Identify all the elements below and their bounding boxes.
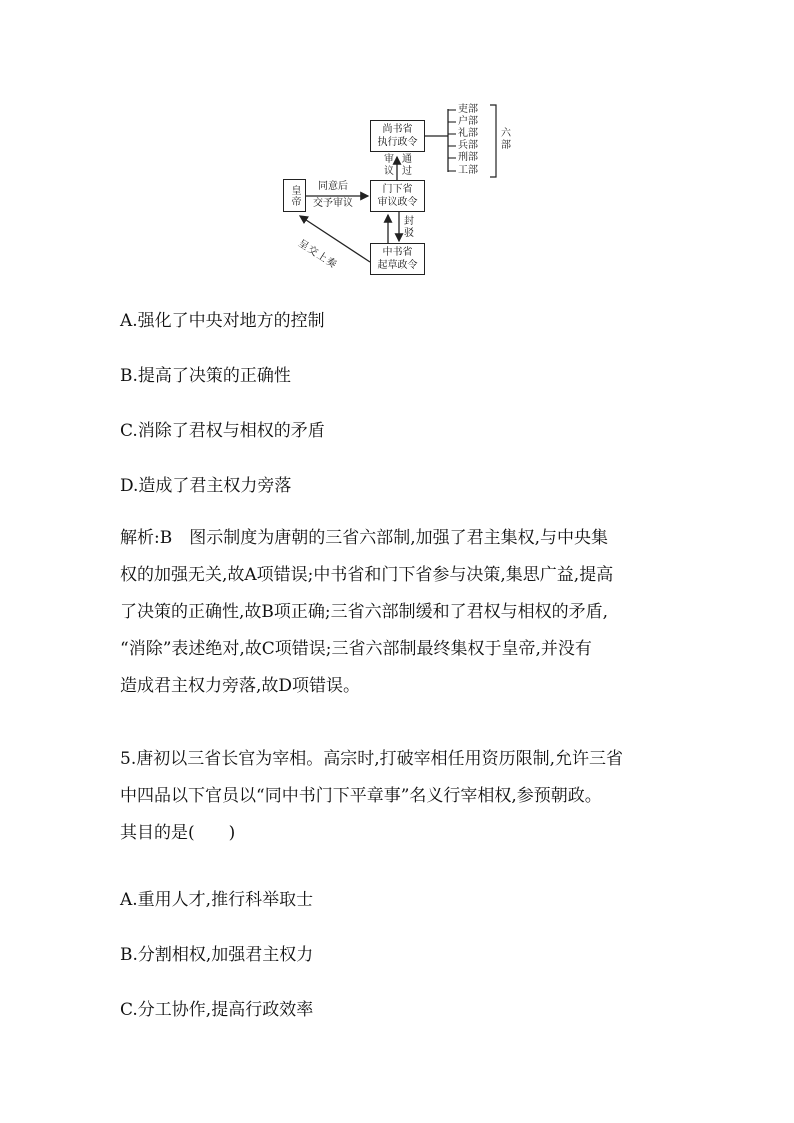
- q5-option-b: B.分割相权,加强君主权力: [120, 945, 314, 965]
- six-ministries-label: 六部: [501, 128, 511, 151]
- zhongshu-box: [370, 243, 425, 275]
- menxia-label: 门下省: [382, 184, 413, 195]
- q4-option-c: C.消除了君权与相权的矛盾: [120, 421, 325, 441]
- analysis-line: 权的加强无关,故A项错误;中书省和门下省参与决策,集思广益,提高: [120, 565, 614, 585]
- three-departments-diagram: [0, 0, 794, 290]
- zhongshu-label: 中书省: [382, 247, 413, 258]
- shangshu-label: 尚书省: [382, 124, 413, 135]
- ministry-item: 礼部: [458, 128, 478, 139]
- pass-label: 通过: [402, 154, 412, 177]
- q4-option-b: B.提高了决策的正确性: [120, 366, 291, 386]
- review-label: 审议: [384, 154, 394, 177]
- emperor-label: 皇帝: [289, 184, 300, 207]
- ministry-item: 吏部: [458, 104, 478, 115]
- ministry-item: 刑部: [458, 152, 478, 163]
- menxia-role: 审议政令: [377, 197, 418, 208]
- agree-label-2: 交予审议: [313, 198, 353, 209]
- question-5-stem: [120, 741, 680, 852]
- analysis-paragraph: [120, 520, 680, 705]
- shangshu-role: 执行政令: [377, 137, 418, 148]
- q5-option-a: A.重用人才,推行科举取士: [120, 890, 314, 910]
- q5-option-c: C.分工协作,提高行政效率: [120, 1000, 314, 1020]
- emperor-box: [283, 179, 306, 212]
- q4-option-a: A.强化了中央对地方的控制: [120, 311, 325, 331]
- agree-label: 同意后: [318, 181, 348, 192]
- analysis-line: 造成君主权力旁落,故D项错误。: [120, 676, 361, 696]
- q4-option-d: D.造成了君主权力旁落: [120, 476, 292, 496]
- zhongshu-role: 起草政令: [377, 260, 418, 271]
- q5-line: 中四品以下官员以“同中书门下平章事”名义行宰相权,参预朝政。: [120, 786, 602, 806]
- ministry-item: 兵部: [458, 140, 478, 151]
- q5-line: 其目的是( ): [120, 823, 236, 843]
- seal-label: 封驳: [404, 216, 414, 239]
- analysis-line: “消除”表述绝对,故C项错误;三省六部制最终集权于皇帝,并没有: [120, 639, 592, 659]
- submit-label: 呈交上奏: [296, 238, 339, 272]
- ministry-item: 户部: [458, 116, 478, 127]
- six-ministries-bracket: [490, 105, 496, 177]
- analysis-line: 了决策的正确性,故B项正确;三省六部制缓和了君权与相权的矛盾,: [120, 602, 609, 622]
- menxia-box: [370, 180, 425, 212]
- shangshu-box: [370, 120, 425, 152]
- ministry-item: 工部: [458, 165, 478, 176]
- q5-line: 5.唐初以三省长官为宰相。高宗时,打破宰相任用资历限制,允许三省: [120, 749, 624, 769]
- analysis-line: 解析:B 图示制度为唐朝的三省六部制,加强了君主集权,与中央集: [120, 528, 609, 548]
